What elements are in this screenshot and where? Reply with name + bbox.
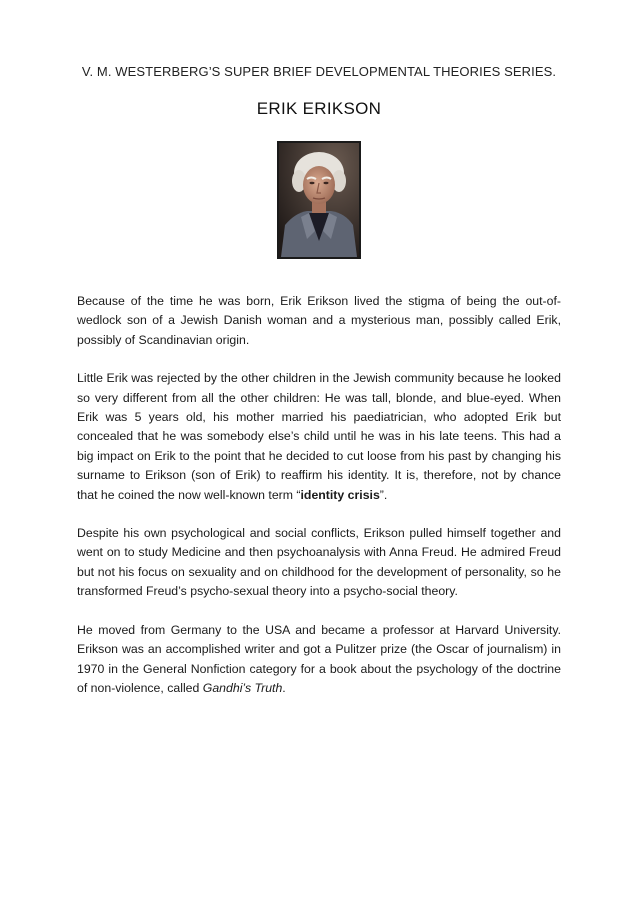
paragraph-4 [77,621,561,699]
paragraph-2-text-b: ”. [379,487,388,502]
series-heading: V. M. WESTERBERG’S SUPER BRIEF DEVELOPMENTAL THEORIES SERIES. [81,64,557,79]
paragraph-2 [77,369,561,505]
paragraph-1: Because of the time he was born, Erik Erikson lived the stigma of being the out-of-wedlock son of a Jewish Danish woman and a mysterious man, possibly called Erik, possibly of Scandinavian origin. [77,294,561,347]
paragraph-2-text-a: Little Erik was rejected by the other children in the Jewish community because he looked so very different from all the other children: He was tall, blonde, and blue-eyed. When Erik was 5 years old, his mother married his paediatrician, who adopted Erik but concealed that he was somebody else’s child until he was in his late teens. This had a big impact on Erik to the point that he decided to cut loose from his past by changing his surname to Erikson (son of Erik) to reaffirm his identity. It is, therefore, not by chance that he coined the now well-known term “ [77,371,561,502]
portrait-photo [277,141,361,259]
paragraph-4-text-a: He moved from Germany to the USA and became a professor at Harvard University. Erikson was an accomplished writer and got a Pulitzer prize (the Oscar of journalism) in 1970 in the General Nonfiction category for a book about the psychology of the doctrine of non-violence, called [77,622,561,695]
book-title: Gandhi’s Truth [202,680,283,695]
paragraph-3: Despite his own psychological and social conflicts, Erikson pulled himself together and went on to study Medicine and then psychoanalysis with Anna Freud. He admired Freud but not his focus on sexuality and on childhood for the development of personality, so he transformed Freud’s psycho-sexual theory into a psycho-social theory. [77,526,561,599]
portrait-image [279,143,359,257]
page-title: ERIK ERIKSON [256,99,382,118]
body-text [77,292,561,717]
identity-crisis-term: identity crisis [300,487,380,502]
paragraph-4-text-b: . [282,680,286,695]
